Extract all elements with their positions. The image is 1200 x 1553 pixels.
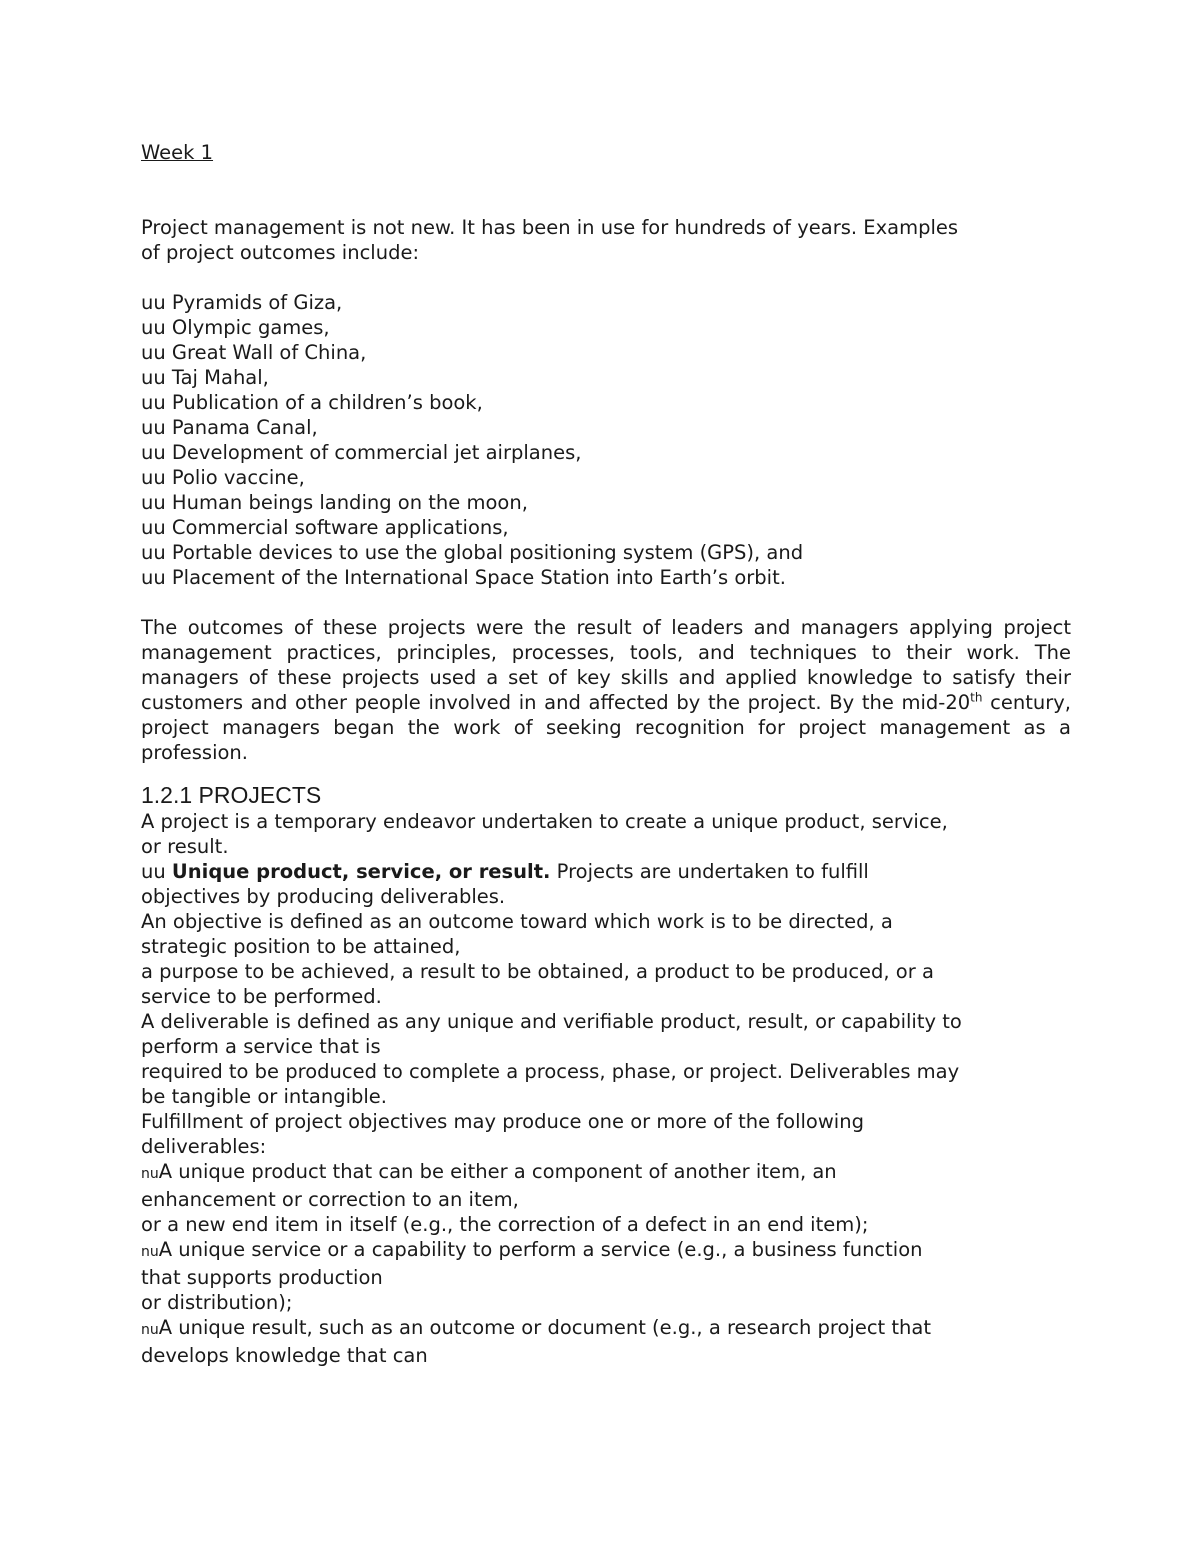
list-item-text: Commercial software applications,: [171, 516, 509, 539]
body-line: objectives by producing deliverables.: [141, 885, 506, 908]
body-line: deliverables:: [141, 1135, 267, 1158]
intro-line-1: Project management is not new. It has been in use for hundreds of years. Examples: [141, 216, 959, 239]
body-line: An objective is defined as an outcome toward which work is to be directed, a: [141, 910, 893, 933]
list-item: [141, 415, 1071, 440]
body-line: required to be produced to complete a process, phase, or project. Deliverables may: [141, 1060, 960, 1083]
deliverable-item: [141, 1315, 1071, 1343]
section-heading: 1.2.1 PROJECTS: [141, 782, 322, 808]
body-line: strategic position to be attained,: [141, 935, 461, 958]
bullet-marker: uu: [141, 566, 166, 589]
deliverable-item: [141, 1159, 1071, 1187]
bullet-marker: uu: [141, 441, 166, 464]
body-line: A deliverable is defined as any unique and verifiable product, result, or capability to: [141, 1010, 962, 1033]
bullet-marker: uu: [141, 316, 166, 339]
deliverable-continuation: enhancement or correction to an item,: [141, 1188, 519, 1211]
list-item: [141, 290, 1071, 315]
bullet-marker: uu: [141, 541, 166, 564]
list-item: [141, 440, 1071, 465]
list-item-text: Development of commercial jet airplanes,: [171, 441, 582, 464]
bullet-marker: uu: [141, 366, 166, 389]
bullet-marker: uu: [141, 491, 166, 514]
unique-product-term: Unique product, service, or result.: [171, 860, 551, 883]
list-item: [141, 465, 1071, 490]
unique-product-text: Projects are undertaken to fulfill: [550, 860, 869, 883]
body-line: Fulfillment of project objectives may produce one or more of the following: [141, 1110, 864, 1133]
bullet-marker: uu: [141, 416, 166, 439]
list-item: [141, 540, 1071, 565]
project-definition-line-2: or result.: [141, 835, 229, 858]
deliverable-first-line: A unique product that can be either a component of another item, an: [158, 1160, 837, 1183]
list-item: [141, 340, 1071, 365]
week-heading: Week 1: [141, 141, 214, 164]
list-item-text: Human beings landing on the moon,: [171, 491, 528, 514]
examples-list: [141, 290, 1071, 590]
body-line: be tangible or intangible.: [141, 1085, 387, 1108]
list-item: [141, 565, 1071, 590]
bullet-marker: uu: [141, 341, 166, 364]
list-item-text: Olympic games,: [171, 316, 330, 339]
deliverable-continuation: or distribution);: [141, 1291, 293, 1314]
outcomes-text-part-2: century, project managers began the work of seeking recognition for project management as a profession.: [141, 691, 1071, 764]
list-item-text: Great Wall of China,: [171, 341, 367, 364]
list-item-text: Panama Canal,: [171, 416, 318, 439]
bullet-marker: uu: [141, 466, 166, 489]
list-item: [141, 315, 1071, 340]
bullet-marker: uu: [141, 391, 166, 414]
bullet-marker: nu: [141, 1322, 159, 1338]
deliverable-continuation: develops knowledge that can: [141, 1344, 428, 1367]
bullet-marker: nu: [141, 1244, 159, 1260]
list-item: [141, 515, 1071, 540]
deliverable-continuation: that supports production: [141, 1266, 383, 1289]
outcomes-paragraph: [141, 615, 1071, 765]
deliverable-continuation: or a new end item in itself (e.g., the correction of a defect in an end item);: [141, 1213, 869, 1236]
list-item-text: Polio vaccine,: [171, 466, 305, 489]
body-line: a purpose to be achieved, a result to be obtained, a product to be produced, or a: [141, 960, 934, 983]
deliverable-first-line: A unique service or a capability to perform a service (e.g., a business function: [158, 1238, 923, 1261]
bullet-marker: nu: [141, 1166, 159, 1182]
superscript-th: th: [970, 690, 983, 705]
deliverable-first-line: A unique result, such as an outcome or document (e.g., a research project that: [158, 1316, 931, 1339]
bullet-marker: uu: [141, 291, 166, 314]
unique-product-item: [141, 859, 1071, 884]
body-line: perform a service that is: [141, 1035, 381, 1058]
bullet-marker: uu: [141, 860, 166, 883]
bullet-marker: uu: [141, 516, 166, 539]
document-page: [141, 140, 1071, 1368]
list-item-text: Portable devices to use the global positioning system (GPS), and: [171, 541, 804, 564]
outcomes-text-part-1: The outcomes of these projects were the result of leaders and managers applying project management practices, principles, processes, tools, and techniques to their work. The managers of these projects used a set of key skills and applied knowledge to satisfy their customers and other people involved in and affected by the project. By the mid-20: [141, 616, 1071, 714]
list-item-text: Pyramids of Giza,: [171, 291, 343, 314]
list-item-text: Placement of the International Space Station into Earth’s orbit.: [171, 566, 786, 589]
body-line: service to be performed.: [141, 985, 382, 1008]
list-item: [141, 490, 1071, 515]
project-definition-line-1: A project is a temporary endeavor undertaken to create a unique product, service,: [141, 810, 948, 833]
intro-line-2: of project outcomes include:: [141, 241, 420, 264]
deliverable-item: [141, 1237, 1071, 1265]
list-item-text: Publication of a children’s book,: [171, 391, 483, 414]
list-item-text: Taj Mahal,: [171, 366, 269, 389]
list-item: [141, 365, 1071, 390]
list-item: [141, 390, 1071, 415]
